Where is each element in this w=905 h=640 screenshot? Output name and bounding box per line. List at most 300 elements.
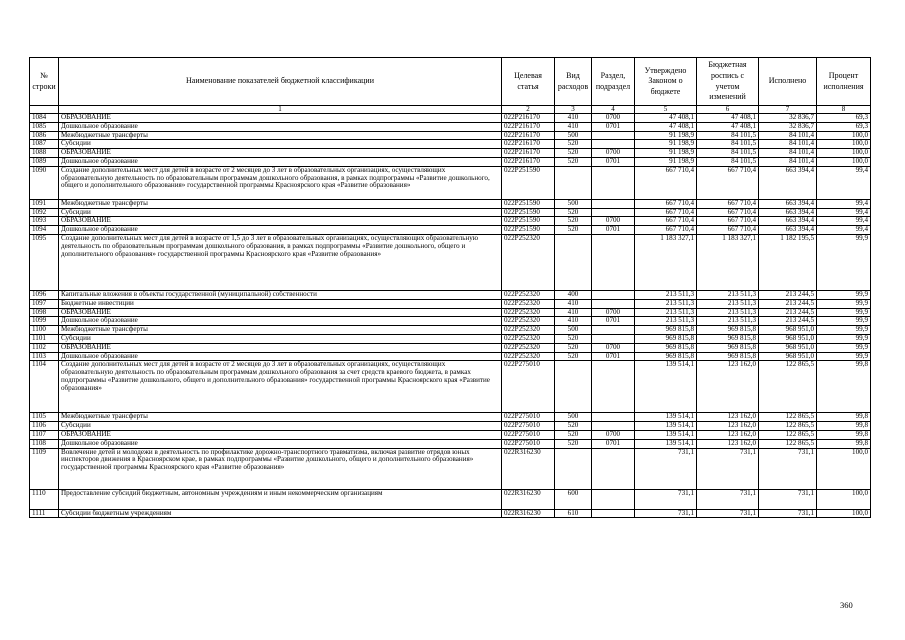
table-row	[30, 448, 871, 489]
approved-amount: 667 710,4	[635, 199, 697, 208]
approved-amount: 139 514,1	[635, 361, 697, 413]
budget-amount: 969 815,8	[697, 334, 759, 343]
executed-amount: 663 394,4	[759, 208, 817, 217]
section: 0700	[592, 217, 635, 226]
table-row	[30, 326, 871, 335]
table-row	[30, 361, 871, 413]
execution-percent: 99,4	[817, 208, 871, 217]
section	[592, 448, 635, 489]
table-row	[30, 352, 871, 361]
table-row	[30, 140, 871, 149]
row-number: 1110	[30, 489, 59, 509]
target-article: 022P251590	[502, 199, 555, 208]
expense-kind: 520	[555, 217, 592, 226]
executed-amount: 663 394,4	[759, 166, 817, 199]
executed-amount: 32 836,7	[759, 122, 817, 131]
table-row	[30, 131, 871, 140]
row-number: 1093	[30, 217, 59, 226]
approved-amount: 969 815,8	[635, 326, 697, 335]
execution-percent: 99,9	[817, 317, 871, 326]
row-number: 1089	[30, 157, 59, 166]
row-number: 1085	[30, 122, 59, 131]
expense-kind: 410	[555, 299, 592, 308]
budget-amount: 731,1	[697, 509, 759, 518]
expense-kind	[555, 448, 592, 489]
approved-amount: 213 511,3	[635, 317, 697, 326]
target-article: 022P275010	[502, 413, 555, 422]
target-article: 022P251590	[502, 226, 555, 235]
expense-kind: 520	[555, 226, 592, 235]
budget-amount: 123 162,0	[697, 430, 759, 439]
table-row	[30, 114, 871, 123]
table-row	[30, 439, 871, 448]
approved-amount: 139 514,1	[635, 430, 697, 439]
header-expense-kind: Вид расходов	[555, 58, 592, 106]
row-number: 1095	[30, 234, 59, 290]
executed-amount: 32 836,7	[759, 114, 817, 123]
indicator-name: Дошкольное образование	[59, 352, 502, 361]
budget-amount: 123 162,0	[697, 361, 759, 413]
target-article: 022P251590	[502, 166, 555, 199]
execution-percent: 69,3	[817, 114, 871, 123]
target-article: 022P252320	[502, 299, 555, 308]
budget-amount: 667 710,4	[697, 166, 759, 199]
target-article: 022P275010	[502, 439, 555, 448]
row-number: 1091	[30, 199, 59, 208]
indicator-name: ОБРАЗОВАНИЕ	[59, 217, 502, 226]
section	[592, 290, 635, 299]
execution-percent: 100,0	[817, 149, 871, 158]
target-article: 022P252320	[502, 343, 555, 352]
expense-kind: 520	[555, 422, 592, 431]
row-number: 1101	[30, 334, 59, 343]
section	[592, 131, 635, 140]
budget-amount: 667 710,4	[697, 208, 759, 217]
executed-amount: 731,1	[759, 509, 817, 518]
budget-amount: 84 101,5	[697, 131, 759, 140]
indicator-name: Капитальные вложения в объекты государственной (муниципальной) собственности	[59, 290, 502, 299]
header-row-number: № строки	[30, 58, 59, 106]
section	[592, 334, 635, 343]
table-row	[30, 149, 871, 158]
row-number: 1103	[30, 352, 59, 361]
approved-amount: 213 511,3	[635, 308, 697, 317]
budget-amount: 731,1	[697, 448, 759, 489]
target-article: 022P216170	[502, 140, 555, 149]
target-article: 022P251590	[502, 217, 555, 226]
column-number: 3	[555, 106, 592, 114]
column-number: 1	[59, 106, 502, 114]
budget-amount: 667 710,4	[697, 217, 759, 226]
table-row	[30, 166, 871, 199]
table-row	[30, 217, 871, 226]
row-number: 1097	[30, 299, 59, 308]
table-row	[30, 122, 871, 131]
expense-kind: 500	[555, 326, 592, 335]
indicator-name: Межбюджетные трансферты	[59, 131, 502, 140]
section: 0700	[592, 149, 635, 158]
budget-amount: 1 183 327,1	[697, 234, 759, 290]
executed-amount: 84 101,4	[759, 157, 817, 166]
indicator-name: Дошкольное образование	[59, 317, 502, 326]
table-row	[30, 413, 871, 422]
execution-percent: 100,0	[817, 140, 871, 149]
table-body	[30, 114, 871, 518]
expense-kind	[555, 234, 592, 290]
header-target-article: Целевая статья	[502, 58, 555, 106]
execution-percent: 100,0	[817, 157, 871, 166]
executed-amount: 213 244,5	[759, 308, 817, 317]
executed-amount: 84 101,4	[759, 140, 817, 149]
target-article: 022P252320	[502, 326, 555, 335]
target-article: 022P275010	[502, 430, 555, 439]
executed-amount: 122 865,5	[759, 430, 817, 439]
indicator-name: Субсидии бюджетным учреждениям	[59, 509, 502, 518]
row-number: 1104	[30, 361, 59, 413]
approved-amount: 139 514,1	[635, 439, 697, 448]
column-number: 4	[592, 106, 635, 114]
row-number: 1088	[30, 149, 59, 158]
row-number: 1094	[30, 226, 59, 235]
column-number	[30, 106, 59, 114]
expense-kind: 520	[555, 334, 592, 343]
row-number: 1108	[30, 439, 59, 448]
execution-percent: 99,8	[817, 430, 871, 439]
approved-amount: 91 198,9	[635, 140, 697, 149]
budget-amount: 47 408,1	[697, 114, 759, 123]
target-article: 022P216170	[502, 122, 555, 131]
executed-amount: 968 951,0	[759, 343, 817, 352]
executed-amount: 122 865,5	[759, 422, 817, 431]
row-number: 1086	[30, 131, 59, 140]
indicator-name: Межбюджетные трансферты	[59, 413, 502, 422]
expense-kind	[555, 361, 592, 413]
expense-kind: 500	[555, 413, 592, 422]
budget-amount: 213 511,3	[697, 308, 759, 317]
indicator-name: Межбюджетные трансферты	[59, 326, 502, 335]
indicator-name: Дошкольное образование	[59, 157, 502, 166]
target-article: 022P252320	[502, 234, 555, 290]
execution-percent: 99,8	[817, 422, 871, 431]
row-number: 1111	[30, 509, 59, 518]
execution-percent: 99,8	[817, 361, 871, 413]
executed-amount: 122 865,5	[759, 413, 817, 422]
budget-amount: 84 101,5	[697, 149, 759, 158]
section	[592, 234, 635, 290]
budget-amount: 47 408,1	[697, 122, 759, 131]
header-row	[30, 58, 871, 106]
expense-kind: 500	[555, 199, 592, 208]
executed-amount: 663 394,4	[759, 226, 817, 235]
indicator-name: ОБРАЗОВАНИЕ	[59, 343, 502, 352]
budget-amount: 123 162,0	[697, 413, 759, 422]
header-budget-schedule: Бюджетная роспись с учетом изменений	[697, 58, 759, 106]
indicator-name: Дошкольное образование	[59, 122, 502, 131]
indicator-name: Создание дополнительных мест для детей в возрасте от 2 месяцев до 3 лет в образовательных организациях, осуществляющих образовательную деятельность по образовательным программам дошкольного образования, в рамках подпрограммы «Развитие дошкольного, общего и дополнительного образования» государственной программы Красноярского края «Развитие образования»	[59, 166, 502, 199]
expense-kind: 520	[555, 149, 592, 158]
section	[592, 199, 635, 208]
target-article: 022P252320	[502, 308, 555, 317]
target-article: 022R316230	[502, 448, 555, 489]
indicator-name: Субсидии	[59, 140, 502, 149]
approved-amount: 731,1	[635, 448, 697, 489]
section: 0701	[592, 439, 635, 448]
expense-kind: 610	[555, 509, 592, 518]
executed-amount: 122 865,5	[759, 439, 817, 448]
approved-amount: 47 408,1	[635, 114, 697, 123]
table-row	[30, 157, 871, 166]
execution-percent: 99,9	[817, 352, 871, 361]
approved-amount: 969 815,8	[635, 334, 697, 343]
table-row	[30, 343, 871, 352]
expense-kind: 520	[555, 439, 592, 448]
approved-amount: 667 710,4	[635, 208, 697, 217]
execution-percent: 99,9	[817, 343, 871, 352]
executed-amount: 213 244,5	[759, 299, 817, 308]
indicator-name: ОБРАЗОВАНИЕ	[59, 149, 502, 158]
executed-amount: 968 951,0	[759, 334, 817, 343]
section	[592, 299, 635, 308]
approved-amount: 91 198,9	[635, 157, 697, 166]
execution-percent: 69,3	[817, 122, 871, 131]
approved-amount: 731,1	[635, 489, 697, 509]
indicator-name: Субсидии	[59, 208, 502, 217]
target-article: 022P216170	[502, 114, 555, 123]
expense-kind: 410	[555, 122, 592, 131]
table-row	[30, 430, 871, 439]
header-indicator-name: Наименование показателей бюджетной классификации	[59, 58, 502, 106]
indicator-name: Бюджетные инвестиции	[59, 299, 502, 308]
row-number: 1087	[30, 140, 59, 149]
table-row	[30, 199, 871, 208]
indicator-name: Субсидии	[59, 422, 502, 431]
budget-amount: 731,1	[697, 489, 759, 509]
approved-amount: 139 514,1	[635, 413, 697, 422]
expense-kind: 520	[555, 140, 592, 149]
section: 0700	[592, 343, 635, 352]
row-number: 1102	[30, 343, 59, 352]
section	[592, 140, 635, 149]
section	[592, 361, 635, 413]
approved-amount: 667 710,4	[635, 217, 697, 226]
header-section: Раздел, подраздел	[592, 58, 635, 106]
table-row	[30, 299, 871, 308]
row-number: 1090	[30, 166, 59, 199]
expense-kind: 500	[555, 131, 592, 140]
approved-amount: 91 198,9	[635, 131, 697, 140]
target-article: 022R316230	[502, 489, 555, 509]
section	[592, 166, 635, 199]
row-number: 1099	[30, 317, 59, 326]
expense-kind: 520	[555, 157, 592, 166]
row-number: 1105	[30, 413, 59, 422]
budget-amount: 969 815,8	[697, 326, 759, 335]
section: 0701	[592, 122, 635, 131]
execution-percent: 99,4	[817, 199, 871, 208]
executed-amount: 122 865,5	[759, 361, 817, 413]
expense-kind	[555, 166, 592, 199]
expense-kind: 410	[555, 308, 592, 317]
table-row	[30, 208, 871, 217]
indicator-name: Создание дополнительных мест для детей в возрасте от 2 месяцев до 3 лет в образовательных организациях, осуществляющих образовательную деятельность по образовательным программам дошкольного образования за счет средств краевого бюджета, в рамках подпрограммы «Развитие дошкольного, общего и дополнительного образования» государственной программы Красноярского края «Развитие образования»	[59, 361, 502, 413]
indicator-name: Дошкольное образование	[59, 439, 502, 448]
executed-amount: 731,1	[759, 448, 817, 489]
row-number: 1106	[30, 422, 59, 431]
budget-table	[29, 57, 871, 518]
table-row	[30, 489, 871, 509]
expense-kind: 520	[555, 430, 592, 439]
target-article: 022P252320	[502, 352, 555, 361]
execution-percent: 99,4	[817, 226, 871, 235]
section	[592, 422, 635, 431]
execution-percent: 100,0	[817, 489, 871, 509]
executed-amount: 663 394,4	[759, 199, 817, 208]
budget-amount: 213 511,3	[697, 299, 759, 308]
budget-amount: 667 710,4	[697, 199, 759, 208]
section	[592, 489, 635, 509]
budget-amount: 123 162,0	[697, 439, 759, 448]
section: 0701	[592, 317, 635, 326]
budget-amount: 84 101,5	[697, 140, 759, 149]
section	[592, 509, 635, 518]
execution-percent: 99,4	[817, 217, 871, 226]
row-number: 1096	[30, 290, 59, 299]
section: 0701	[592, 157, 635, 166]
section: 0701	[592, 226, 635, 235]
execution-percent: 99,9	[817, 234, 871, 290]
execution-percent: 99,9	[817, 326, 871, 335]
indicator-name: Предоставление субсидий бюджетным, автономным учреждениям и иным некоммерческим организациям	[59, 489, 502, 509]
target-article: 022R316230	[502, 509, 555, 518]
approved-amount: 731,1	[635, 509, 697, 518]
section	[592, 208, 635, 217]
expense-kind: 410	[555, 114, 592, 123]
column-number: 7	[759, 106, 817, 114]
table-row	[30, 234, 871, 290]
execution-percent: 99,8	[817, 439, 871, 448]
indicator-name: ОБРАЗОВАНИЕ	[59, 430, 502, 439]
table-row	[30, 422, 871, 431]
approved-amount: 667 710,4	[635, 166, 697, 199]
executed-amount: 968 951,0	[759, 352, 817, 361]
header-percent: Процент исполнения	[817, 58, 871, 106]
execution-percent: 99,4	[817, 166, 871, 199]
section	[592, 326, 635, 335]
executed-amount: 84 101,4	[759, 131, 817, 140]
target-article: 022P216170	[502, 149, 555, 158]
indicator-name: ОБРАЗОВАНИЕ	[59, 114, 502, 123]
budget-amount: 213 511,3	[697, 290, 759, 299]
executed-amount: 1 182 195,5	[759, 234, 817, 290]
expense-kind: 410	[555, 317, 592, 326]
column-number: 8	[817, 106, 871, 114]
expense-kind: 520	[555, 343, 592, 352]
section: 0700	[592, 430, 635, 439]
expense-kind: 520	[555, 352, 592, 361]
executed-amount: 84 101,4	[759, 149, 817, 158]
approved-amount: 969 815,8	[635, 343, 697, 352]
indicator-name: Субсидии	[59, 334, 502, 343]
executed-amount: 663 394,4	[759, 217, 817, 226]
execution-percent: 100,0	[817, 448, 871, 489]
target-article: 022P216170	[502, 131, 555, 140]
target-article: 022P252320	[502, 317, 555, 326]
indicator-name: Создание дополнительных мест для детей в возрасте от 1,5 до 3 лет в образовательных организациях, осуществляющих образовательную деятельность по образовательным программам дошкольного образования, в рамках подпрограммы «Развитие дошкольного, общего и дополнительного образования» государственной программы Красноярского края «Развитие образования»	[59, 234, 502, 290]
execution-percent: 99,9	[817, 290, 871, 299]
page-number: 360	[840, 600, 853, 610]
budget-amount: 84 101,5	[697, 157, 759, 166]
header-approved: Утверждено Законом о бюджете	[635, 58, 697, 106]
column-number: 6	[697, 106, 759, 114]
execution-percent: 100,0	[817, 131, 871, 140]
table-row	[30, 317, 871, 326]
expense-kind: 400	[555, 290, 592, 299]
indicator-name: ОБРАЗОВАНИЕ	[59, 308, 502, 317]
indicator-name: Межбюджетные трансферты	[59, 199, 502, 208]
execution-percent: 99,8	[817, 413, 871, 422]
row-number: 1098	[30, 308, 59, 317]
approved-amount: 213 511,3	[635, 299, 697, 308]
table-row	[30, 334, 871, 343]
executed-amount: 968 951,0	[759, 326, 817, 335]
approved-amount: 213 511,3	[635, 290, 697, 299]
table-row	[30, 308, 871, 317]
indicator-name: Вовлечение детей и молодежи в деятельность по профилактике дорожно-транспортного травматизма, включая развитие отрядов юных инспекторов движения в Красноярском крае, в рамках подпрограммы «Развитие дошкольного, общего и дополнительного образования» государственной программы Красноярского края «Развитие образования»	[59, 448, 502, 489]
execution-percent: 99,9	[817, 308, 871, 317]
row-number: 1084	[30, 114, 59, 123]
executed-amount: 213 244,5	[759, 290, 817, 299]
budget-amount: 969 815,8	[697, 352, 759, 361]
target-article: 022P252320	[502, 334, 555, 343]
column-number: 5	[635, 106, 697, 114]
indicator-name: Дошкольное образование	[59, 226, 502, 235]
expense-kind: 600	[555, 489, 592, 509]
approved-amount: 47 408,1	[635, 122, 697, 131]
section	[592, 413, 635, 422]
expense-kind: 520	[555, 208, 592, 217]
table-row	[30, 509, 871, 518]
target-article: 022P252320	[502, 290, 555, 299]
column-number: 2	[502, 106, 555, 114]
section: 0701	[592, 352, 635, 361]
budget-amount: 969 815,8	[697, 343, 759, 352]
execution-percent: 99,9	[817, 334, 871, 343]
target-article: 022P216170	[502, 157, 555, 166]
budget-amount: 213 511,3	[697, 317, 759, 326]
approved-amount: 1 183 327,1	[635, 234, 697, 290]
execution-percent: 99,9	[817, 299, 871, 308]
target-article: 022P251590	[502, 208, 555, 217]
column-number-row	[30, 106, 871, 114]
header-executed: Исполнено	[759, 58, 817, 106]
executed-amount: 731,1	[759, 489, 817, 509]
approved-amount: 667 710,4	[635, 226, 697, 235]
approved-amount: 91 198,9	[635, 149, 697, 158]
execution-percent: 100,0	[817, 509, 871, 518]
row-number: 1109	[30, 448, 59, 489]
executed-amount: 213 244,5	[759, 317, 817, 326]
target-article: 022P275010	[502, 361, 555, 413]
approved-amount: 139 514,1	[635, 422, 697, 431]
target-article: 022P275010	[502, 422, 555, 431]
section: 0700	[592, 114, 635, 123]
row-number: 1100	[30, 326, 59, 335]
table-row	[30, 290, 871, 299]
table-row	[30, 226, 871, 235]
row-number: 1092	[30, 208, 59, 217]
row-number: 1107	[30, 430, 59, 439]
approved-amount: 969 815,8	[635, 352, 697, 361]
